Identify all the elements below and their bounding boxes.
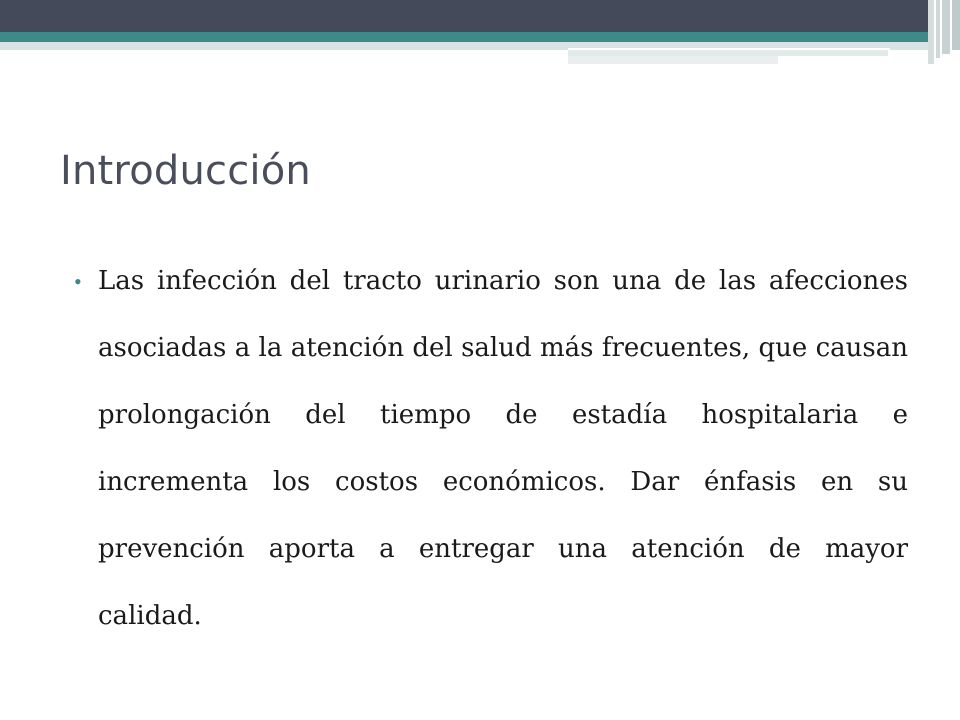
header-dark-band xyxy=(0,0,960,32)
slide-title: Introducción xyxy=(60,148,311,194)
bullet-text: Las infección del tracto urinario son una de las afecciones asociadas a la atención del salud más frecuentes, que causan prolongación del tiempo de estadía hospitalaria e incrementa los costos económicos. Dar énfasis en su prevención aporta a entregar una atención de mayor calidad. xyxy=(98,266,908,631)
header-accent-band xyxy=(0,32,928,42)
corner-stripe xyxy=(952,0,960,50)
bullet-icon: • xyxy=(74,269,82,294)
corner-stripe xyxy=(942,0,950,54)
bullet-list xyxy=(72,248,908,650)
bullet-item xyxy=(72,248,908,650)
header-light-band-shorter xyxy=(568,56,778,64)
